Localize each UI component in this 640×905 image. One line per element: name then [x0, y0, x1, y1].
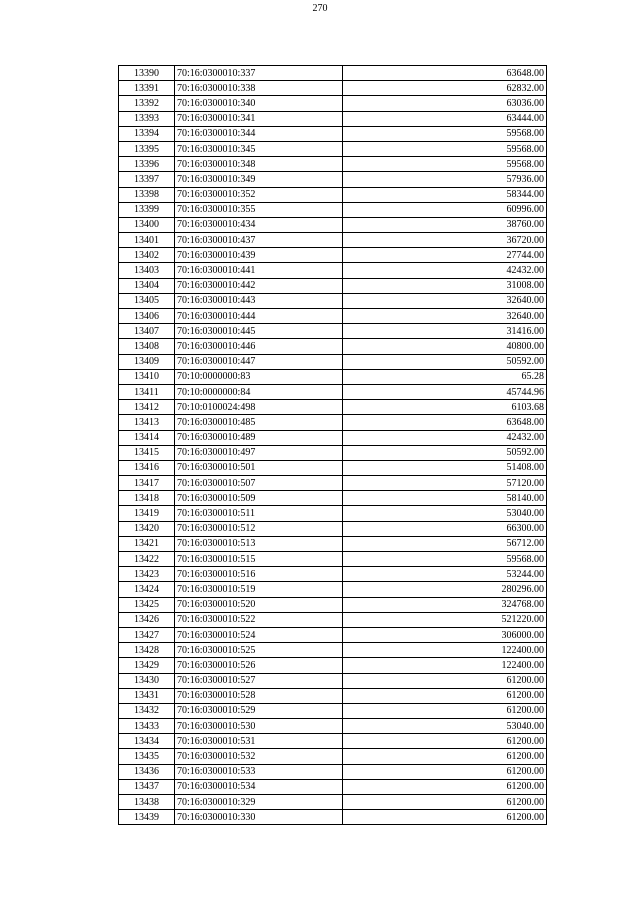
value-cell: 324768.00	[343, 597, 547, 612]
cadastral-number-cell: 70:16:0300010:340	[175, 96, 343, 111]
value-cell: 63648.00	[343, 415, 547, 430]
row-number-cell: 13406	[119, 309, 175, 324]
value-cell: 57936.00	[343, 172, 547, 187]
cadastral-number-cell: 70:16:0300010:446	[175, 339, 343, 354]
table-row	[119, 627, 547, 642]
table-row	[119, 111, 547, 126]
value-cell: 53244.00	[343, 567, 547, 582]
cadastral-number-cell: 70:16:0300010:526	[175, 658, 343, 673]
value-cell: 61200.00	[343, 703, 547, 718]
cadastral-number-cell: 70:16:0300010:533	[175, 764, 343, 779]
cadastral-value-table	[118, 65, 547, 825]
table-row	[119, 248, 547, 263]
table-body	[119, 66, 547, 825]
table-row	[119, 415, 547, 430]
table-row	[119, 66, 547, 81]
value-cell: 66300.00	[343, 521, 547, 536]
value-cell: 42432.00	[343, 263, 547, 278]
cadastral-number-cell: 70:16:0300010:527	[175, 673, 343, 688]
row-number-cell: 13401	[119, 233, 175, 248]
cadastral-number-cell: 70:10:0000000:83	[175, 369, 343, 384]
row-number-cell: 13407	[119, 324, 175, 339]
cadastral-number-cell: 70:16:0300010:344	[175, 126, 343, 141]
table-row	[119, 582, 547, 597]
cadastral-number-cell: 70:16:0300010:529	[175, 703, 343, 718]
cadastral-number-cell: 70:16:0300010:501	[175, 460, 343, 475]
row-number-cell: 13403	[119, 263, 175, 278]
table-row	[119, 172, 547, 187]
value-cell: 42432.00	[343, 430, 547, 445]
table-row	[119, 521, 547, 536]
table-row	[119, 612, 547, 627]
cadastral-number-cell: 70:16:0300010:441	[175, 263, 343, 278]
row-number-cell: 13429	[119, 658, 175, 673]
value-cell: 38760.00	[343, 217, 547, 232]
row-number-cell: 13399	[119, 202, 175, 217]
value-cell: 31416.00	[343, 324, 547, 339]
row-number-cell: 13427	[119, 627, 175, 642]
value-cell: 61200.00	[343, 749, 547, 764]
value-cell: 63444.00	[343, 111, 547, 126]
cadastral-number-cell: 70:16:0300010:330	[175, 810, 343, 825]
cadastral-number-cell: 70:16:0300010:443	[175, 293, 343, 308]
cadastral-number-cell: 70:16:0300010:520	[175, 597, 343, 612]
row-number-cell: 13397	[119, 172, 175, 187]
value-cell: 521220.00	[343, 612, 547, 627]
table-row	[119, 795, 547, 810]
table-row	[119, 278, 547, 293]
row-number-cell: 13393	[119, 111, 175, 126]
value-cell: 61200.00	[343, 779, 547, 794]
value-cell: 61200.00	[343, 764, 547, 779]
table-row	[119, 309, 547, 324]
cadastral-number-cell: 70:16:0300010:447	[175, 354, 343, 369]
value-cell: 122400.00	[343, 643, 547, 658]
table-row	[119, 567, 547, 582]
row-number-cell: 13420	[119, 521, 175, 536]
value-cell: 60996.00	[343, 202, 547, 217]
cadastral-number-cell: 70:16:0300010:341	[175, 111, 343, 126]
table-row	[119, 552, 547, 567]
row-number-cell: 13412	[119, 400, 175, 415]
table-row	[119, 536, 547, 551]
table-row	[119, 202, 547, 217]
row-number-cell: 13411	[119, 384, 175, 399]
cadastral-number-cell: 70:16:0300010:528	[175, 688, 343, 703]
value-cell: 58140.00	[343, 491, 547, 506]
table-row	[119, 400, 547, 415]
row-number-cell: 13436	[119, 764, 175, 779]
cadastral-number-cell: 70:16:0300010:507	[175, 476, 343, 491]
table-row	[119, 810, 547, 825]
cadastral-number-cell: 70:16:0300010:524	[175, 627, 343, 642]
value-cell: 59568.00	[343, 552, 547, 567]
table-row	[119, 779, 547, 794]
table-row	[119, 369, 547, 384]
cadastral-number-cell: 70:16:0300010:532	[175, 749, 343, 764]
table-row	[119, 476, 547, 491]
row-number-cell: 13394	[119, 126, 175, 141]
row-number-cell: 13419	[119, 506, 175, 521]
cadastral-number-cell: 70:16:0300010:345	[175, 141, 343, 156]
cadastral-number-cell: 70:16:0300010:497	[175, 445, 343, 460]
table-row	[119, 354, 547, 369]
cadastral-number-cell: 70:16:0300010:531	[175, 734, 343, 749]
table-row	[119, 81, 547, 96]
value-cell: 61200.00	[343, 688, 547, 703]
table-row	[119, 126, 547, 141]
table-row	[119, 187, 547, 202]
table-row	[119, 217, 547, 232]
row-number-cell: 13425	[119, 597, 175, 612]
cadastral-number-cell: 70:16:0300010:516	[175, 567, 343, 582]
cadastral-number-cell: 70:16:0300010:525	[175, 643, 343, 658]
row-number-cell: 13423	[119, 567, 175, 582]
cadastral-number-cell: 70:16:0300010:445	[175, 324, 343, 339]
table-row	[119, 703, 547, 718]
row-number-cell: 13426	[119, 612, 175, 627]
value-cell: 53040.00	[343, 719, 547, 734]
row-number-cell: 13390	[119, 66, 175, 81]
table-row	[119, 445, 547, 460]
row-number-cell: 13414	[119, 430, 175, 445]
table-row	[119, 430, 547, 445]
value-cell: 61200.00	[343, 734, 547, 749]
cadastral-number-cell: 70:10:0000000:84	[175, 384, 343, 399]
value-cell: 50592.00	[343, 445, 547, 460]
table-row	[119, 141, 547, 156]
cadastral-number-cell: 70:16:0300010:355	[175, 202, 343, 217]
table-row	[119, 734, 547, 749]
cadastral-number-cell: 70:16:0300010:349	[175, 172, 343, 187]
table-row	[119, 233, 547, 248]
table-row	[119, 643, 547, 658]
row-number-cell: 13433	[119, 719, 175, 734]
value-cell: 59568.00	[343, 126, 547, 141]
table-row	[119, 688, 547, 703]
cadastral-number-cell: 70:16:0300010:522	[175, 612, 343, 627]
row-number-cell: 13404	[119, 278, 175, 293]
table-row	[119, 293, 547, 308]
value-cell: 36720.00	[343, 233, 547, 248]
row-number-cell: 13437	[119, 779, 175, 794]
value-cell: 57120.00	[343, 476, 547, 491]
value-cell: 306000.00	[343, 627, 547, 642]
cadastral-number-cell: 70:16:0300010:509	[175, 491, 343, 506]
row-number-cell: 13418	[119, 491, 175, 506]
table-row	[119, 749, 547, 764]
cadastral-number-cell: 70:16:0300010:530	[175, 719, 343, 734]
table-row	[119, 460, 547, 475]
row-number-cell: 13416	[119, 460, 175, 475]
cadastral-number-cell: 70:16:0300010:512	[175, 521, 343, 536]
cadastral-number-cell: 70:16:0300010:337	[175, 66, 343, 81]
value-cell: 45744.96	[343, 384, 547, 399]
row-number-cell: 13415	[119, 445, 175, 460]
cadastral-number-cell: 70:16:0300010:338	[175, 81, 343, 96]
row-number-cell: 13398	[119, 187, 175, 202]
row-number-cell: 13428	[119, 643, 175, 658]
table-row	[119, 764, 547, 779]
cadastral-number-cell: 70:16:0300010:329	[175, 795, 343, 810]
table-row	[119, 506, 547, 521]
cadastral-number-cell: 70:16:0300010:519	[175, 582, 343, 597]
cadastral-number-cell: 70:16:0300010:489	[175, 430, 343, 445]
value-cell: 32640.00	[343, 293, 547, 308]
value-cell: 61200.00	[343, 673, 547, 688]
value-cell: 63648.00	[343, 66, 547, 81]
cadastral-number-cell: 70:16:0300010:444	[175, 309, 343, 324]
cadastral-number-cell: 70:10:0100024:498	[175, 400, 343, 415]
table-row	[119, 673, 547, 688]
table-row	[119, 491, 547, 506]
table-row	[119, 96, 547, 111]
cadastral-number-cell: 70:16:0300010:534	[175, 779, 343, 794]
value-cell: 53040.00	[343, 506, 547, 521]
value-cell: 65.28	[343, 369, 547, 384]
row-number-cell: 13409	[119, 354, 175, 369]
value-cell: 58344.00	[343, 187, 547, 202]
cadastral-number-cell: 70:16:0300010:348	[175, 157, 343, 172]
cadastral-number-cell: 70:16:0300010:437	[175, 233, 343, 248]
table-row	[119, 324, 547, 339]
row-number-cell: 13408	[119, 339, 175, 354]
row-number-cell: 13392	[119, 96, 175, 111]
value-cell: 50592.00	[343, 354, 547, 369]
cadastral-number-cell: 70:16:0300010:439	[175, 248, 343, 263]
row-number-cell: 13435	[119, 749, 175, 764]
value-cell: 32640.00	[343, 309, 547, 324]
table-row	[119, 339, 547, 354]
row-number-cell: 13410	[119, 369, 175, 384]
row-number-cell: 13400	[119, 217, 175, 232]
value-cell: 31008.00	[343, 278, 547, 293]
row-number-cell: 13430	[119, 673, 175, 688]
value-cell: 6103.68	[343, 400, 547, 415]
table-row	[119, 263, 547, 278]
value-cell: 61200.00	[343, 810, 547, 825]
cadastral-number-cell: 70:16:0300010:485	[175, 415, 343, 430]
row-number-cell: 13391	[119, 81, 175, 96]
page-number: 270	[312, 3, 328, 14]
cadastral-number-cell: 70:16:0300010:442	[175, 278, 343, 293]
row-number-cell: 13405	[119, 293, 175, 308]
table-row	[119, 597, 547, 612]
value-cell: 27744.00	[343, 248, 547, 263]
row-number-cell: 13431	[119, 688, 175, 703]
table-row	[119, 384, 547, 399]
row-number-cell: 13422	[119, 552, 175, 567]
row-number-cell: 13417	[119, 476, 175, 491]
value-cell: 59568.00	[343, 141, 547, 156]
value-cell: 61200.00	[343, 795, 547, 810]
value-cell: 280296.00	[343, 582, 547, 597]
value-cell: 56712.00	[343, 536, 547, 551]
cadastral-number-cell: 70:16:0300010:511	[175, 506, 343, 521]
row-number-cell: 13439	[119, 810, 175, 825]
row-number-cell: 13395	[119, 141, 175, 156]
value-cell: 63036.00	[343, 96, 547, 111]
row-number-cell: 13432	[119, 703, 175, 718]
table-row	[119, 719, 547, 734]
row-number-cell: 13434	[119, 734, 175, 749]
value-cell: 59568.00	[343, 157, 547, 172]
row-number-cell: 13424	[119, 582, 175, 597]
value-cell: 51408.00	[343, 460, 547, 475]
value-cell: 62832.00	[343, 81, 547, 96]
row-number-cell: 13438	[119, 795, 175, 810]
row-number-cell: 13421	[119, 536, 175, 551]
value-cell: 122400.00	[343, 658, 547, 673]
cadastral-number-cell: 70:16:0300010:352	[175, 187, 343, 202]
row-number-cell: 13413	[119, 415, 175, 430]
cadastral-number-cell: 70:16:0300010:434	[175, 217, 343, 232]
table-row	[119, 658, 547, 673]
value-cell: 40800.00	[343, 339, 547, 354]
table-row	[119, 157, 547, 172]
cadastral-number-cell: 70:16:0300010:513	[175, 536, 343, 551]
row-number-cell: 13396	[119, 157, 175, 172]
row-number-cell: 13402	[119, 248, 175, 263]
cadastral-number-cell: 70:16:0300010:515	[175, 552, 343, 567]
